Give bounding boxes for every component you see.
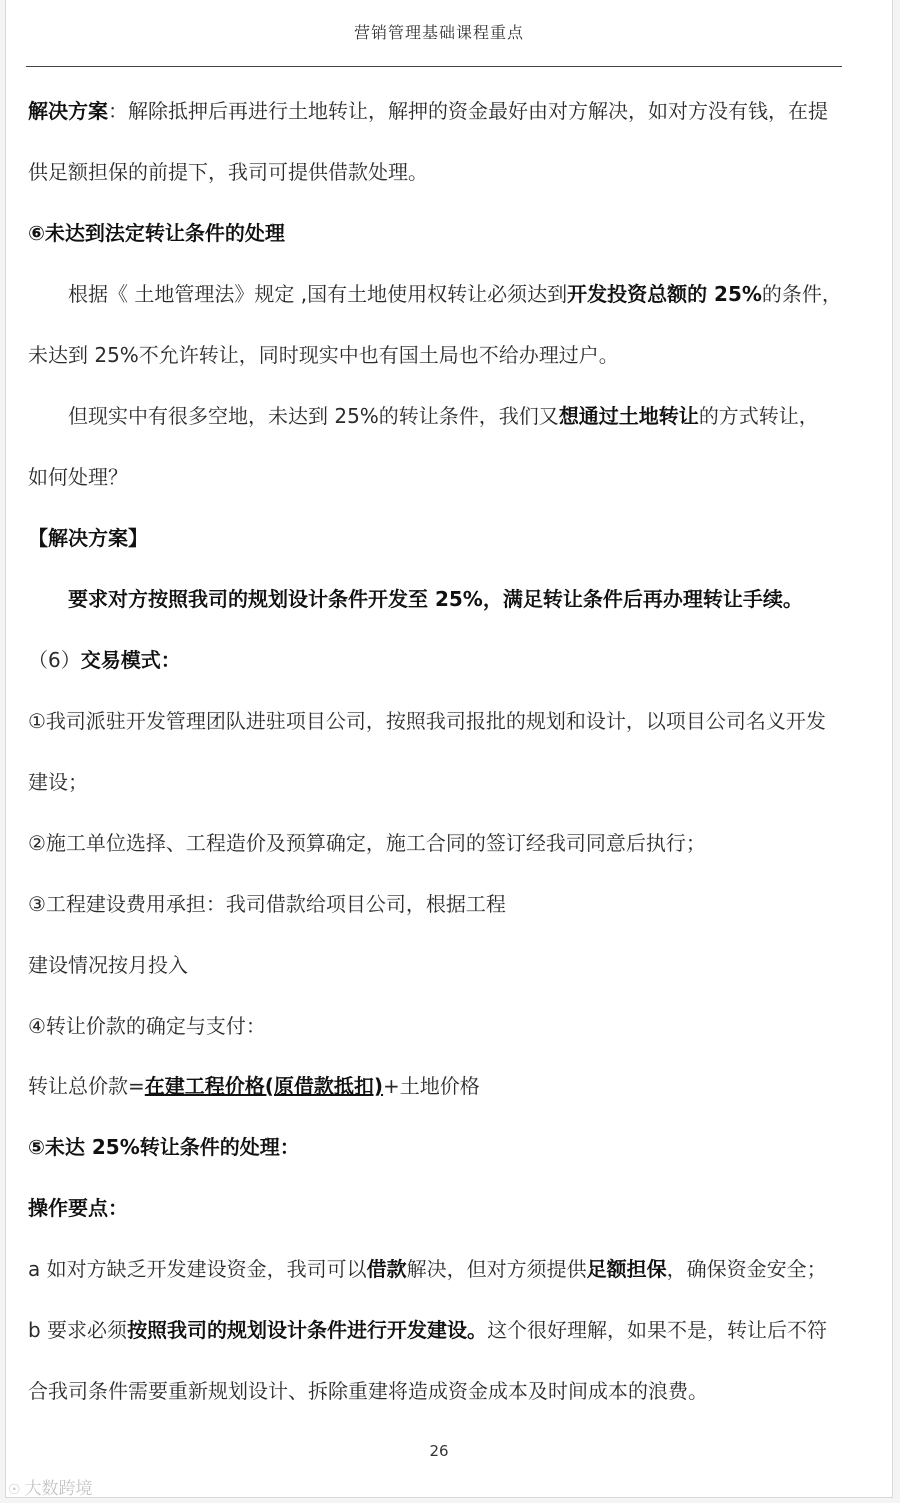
bold-text: 按照我司的规划设计条件进行开发建设。 <box>127 1318 488 1342</box>
watermark-text: 大数跨境 <box>24 1479 93 1499</box>
paragraph-line <box>28 98 828 124</box>
text: 解决，但对方须提供 <box>406 1257 587 1281</box>
text: 这个很好理解，如果不是，转让后不符 <box>487 1318 828 1342</box>
header-divider <box>26 66 842 67</box>
text: b 要求必须 <box>28 1318 128 1342</box>
text: （6） <box>28 648 81 672</box>
paragraph-line: 建设； <box>28 770 88 794</box>
paragraph-line <box>28 1256 827 1282</box>
paragraph-line <box>28 1073 480 1099</box>
underlined-bold-text: 在建工程价格(原借款抵扣) <box>144 1074 384 1098</box>
text: 但现实中有很多空地，未达到 25%的转让条件，我们又 <box>68 404 559 428</box>
section-heading: ⑥未达到法定转让条件的处理 <box>28 221 285 245</box>
bold-text: 交易模式： <box>80 648 181 672</box>
paragraph-line: ③工程建设费用承担：我司借款给项目公司，根据工程 <box>28 892 506 916</box>
bold-text: 开发投资总额的 25% <box>567 282 762 306</box>
paragraph-line: 如何处理？ <box>28 465 128 489</box>
page-header-title: 营销管理基础课程重点 <box>353 23 524 42</box>
section-heading: 操作要点： <box>28 1196 128 1220</box>
paragraph-line: ①我司派驻开发管理团队进驻项目公司，按照我司报批的规划和设计，以项目公司名义开发 <box>28 709 826 733</box>
bold-text: 足额担保 <box>586 1257 667 1281</box>
section-heading: ⑤未达 25%转让条件的处理： <box>28 1135 300 1159</box>
paragraph-line <box>68 281 842 307</box>
text: ：解除抵押后再进行土地转让，解押的资金最好由对方解决，如对方没有钱，在提 <box>108 99 828 123</box>
page-number: 26 <box>429 1442 449 1460</box>
text: 的方式转让， <box>698 404 819 428</box>
paragraph-line: 建设情况按月投入 <box>28 953 188 977</box>
bold-text: 解决方案 <box>28 99 108 123</box>
paragraph-line: 合我司条件需要重新规划设计、拆除重建将造成资金成本及时间成本的浪费。 <box>28 1379 708 1403</box>
section-heading: 【解决方案】 <box>28 526 148 550</box>
text: 的条件， <box>761 282 842 306</box>
bold-text: 想通过土地转让 <box>558 404 699 428</box>
paragraph-line: ②施工单位选择、工程造价及预算确定，施工合同的签订经我司同意后执行； <box>28 831 706 855</box>
paragraph-line: 要求对方按照我司的规划设计条件开发至 25%，满足转让条件后再办理转让手续。 <box>68 587 803 611</box>
bold-text: 借款 <box>366 1257 407 1281</box>
watermark <box>8 1474 93 1499</box>
text: 转让总价款= <box>28 1074 145 1098</box>
document-page <box>5 0 893 1498</box>
paragraph-line: 未达到 25%不允许转让，同时现实中也有国土局也不给办理过户。 <box>28 343 619 367</box>
text: ，确保资金安全； <box>666 1257 827 1281</box>
logo-icon: ☉ <box>8 1482 21 1498</box>
paragraph-line: ④转让价款的确定与支付： <box>28 1014 266 1038</box>
paragraph-line <box>68 403 819 429</box>
text: +土地价格 <box>383 1074 480 1098</box>
paragraph-line: 供足额担保的前提下，我司可提供借款处理。 <box>28 160 428 184</box>
section-heading <box>28 647 181 673</box>
paragraph-line <box>28 1317 827 1343</box>
text: a 如对方缺乏开发建设资金，我司可以 <box>28 1257 367 1281</box>
text: 根据《 土地管理法》规定 ,国有土地使用权转让必须达到 <box>68 282 568 306</box>
